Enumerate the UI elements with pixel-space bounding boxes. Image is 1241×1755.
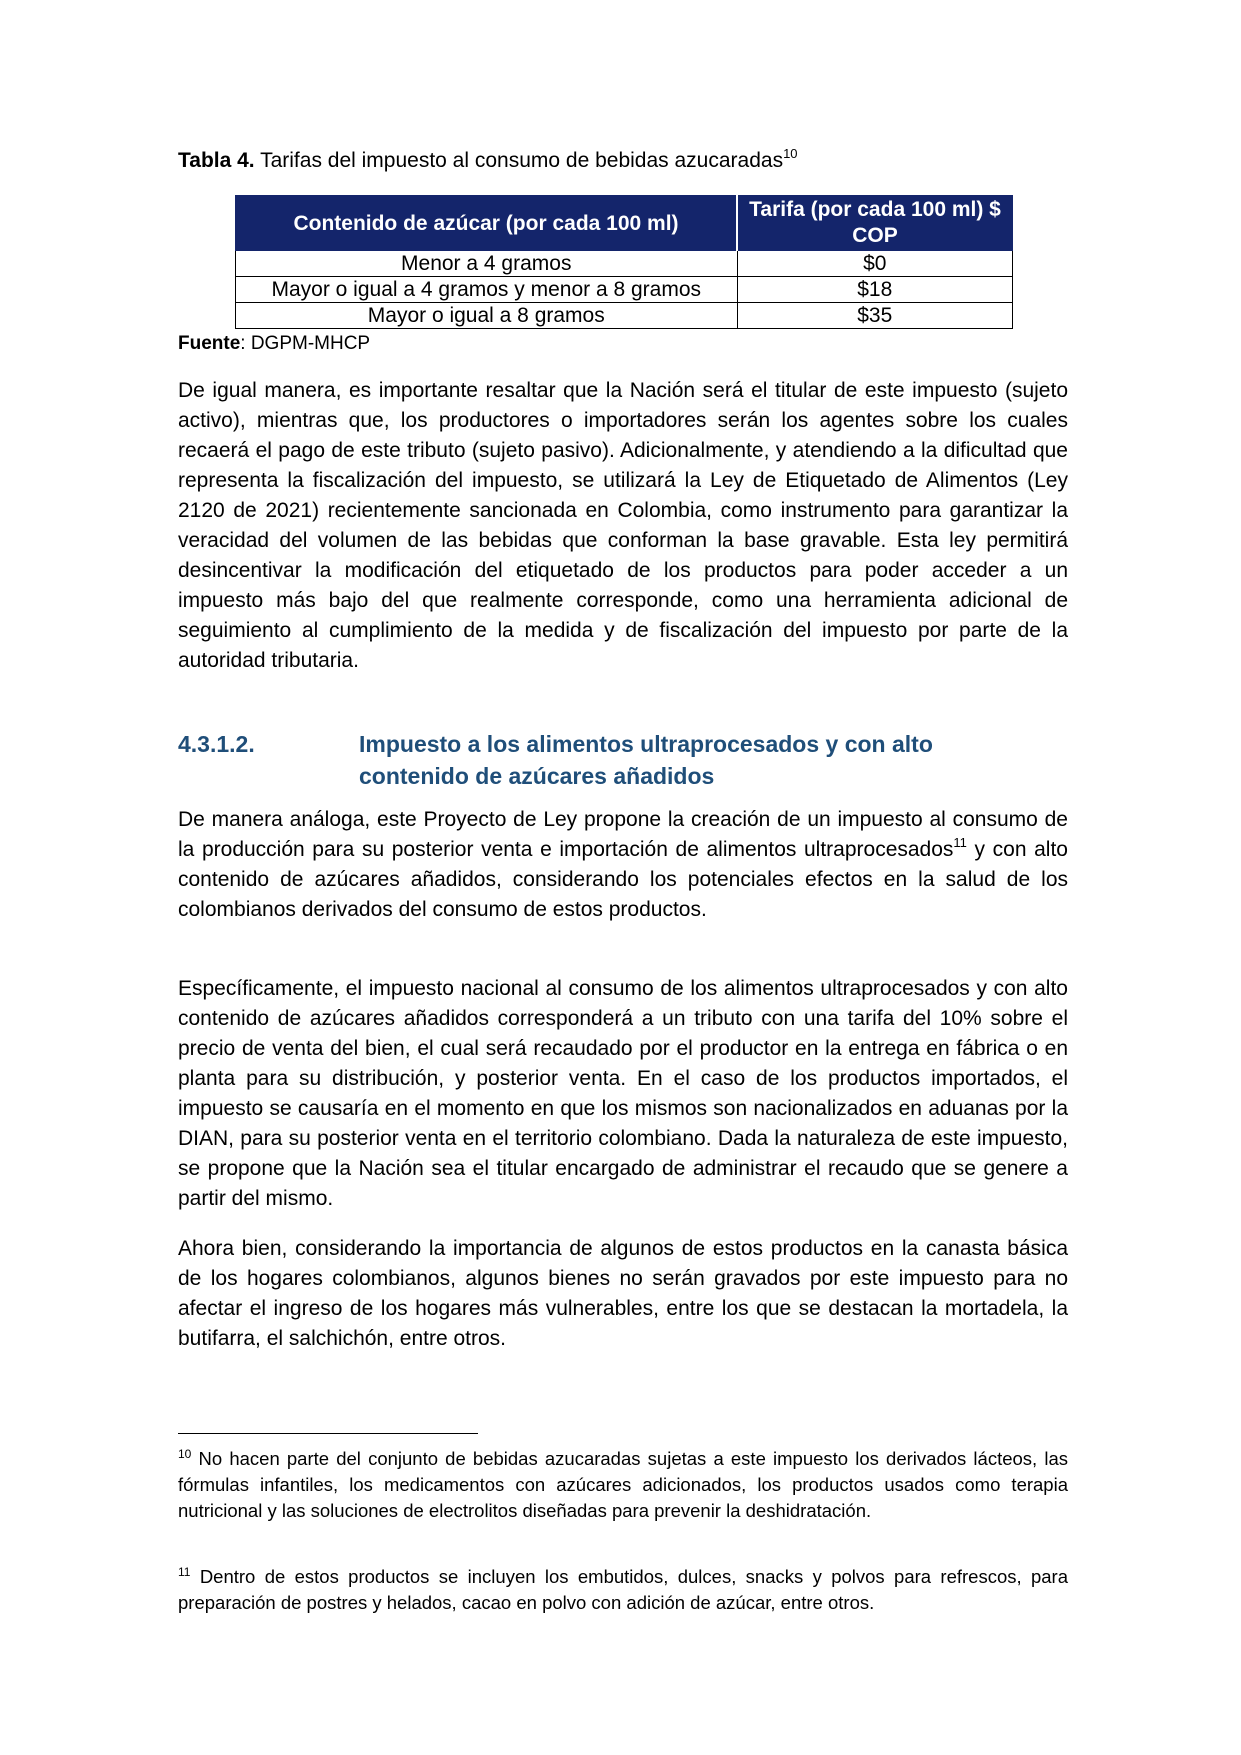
footnote-text: No hacen parte del conjunto de bebidas azucaradas sujetas a este impuesto los derivados lácteos, las fórmulas infantiles, los medicamentos con azúcares adicionados, los productos usados como terapia nutricional y las soluciones de electrolitos diseñadas para prevenir la deshidratación. [178, 1448, 1068, 1521]
table-header-row [236, 196, 1013, 251]
table-caption-text: Tarifas del impuesto al consumo de bebidas azucaradas [254, 149, 784, 172]
table-cell-tariff: $0 [737, 251, 1013, 277]
section-number: 4.3.1.2. [178, 731, 255, 757]
table-source [178, 333, 370, 355]
footnote-number: 10 [178, 1447, 192, 1461]
section-title: Impuesto a los alimentos ultraprocesados y con alto contenido de azúcares añadidos [359, 731, 933, 789]
body-paragraph-3: Específicamente, el impuesto nacional al consumo de los alimentos ultraprocesados y con alto contenido de azúcares añadidos corresponderá a un tributo con una tarifa del 10% sobre el precio de venta del bien, el cual será recaudado por el productor en la entrega en fábrica o en planta para su distribución, y posterior venta. En el caso de los productos importados, el impuesto se causaría en el momento en que los mismos son nacionalizados en aduanas por la DIAN, para su posterior venta en el territorio colombiano. Dada la naturaleza de este impuesto, se propone que la Nación sea el titular encargado de administrar el recaudo que se genere a partir del mismo. [178, 977, 1068, 1210]
footnote-number: 11 [178, 1565, 191, 1579]
table-row [236, 251, 1013, 277]
table-caption [178, 148, 1078, 174]
header-sugar-content: Contenido de azúcar (por cada 100 ml) [236, 196, 738, 251]
table-caption-label: Tabla 4. [178, 149, 255, 172]
footnote-separator [178, 1433, 478, 1434]
table-cell-tariff: $35 [737, 303, 1013, 329]
source-text: : DGPM-MHCP [240, 333, 371, 354]
table-cell-tariff: $18 [737, 277, 1013, 303]
table-row [236, 277, 1013, 303]
body-paragraph-1: De igual manera, es importante resaltar que la Nación será el titular de este impuesto (sujeto activo), mientras que, los productores o importadores serán los agentes sobre los cuales recaerá el pago de este tributo (sujeto pasivo). Adicionalmente, y atendiendo a la dificultad que representa la fiscalización del impuesto, se utilizará la Ley de Etiquetado de Alimentos (Ley 2120 de 2021) recientemente sancionada en Colombia, como instrumento para garantizar la veracidad del volumen de las bebidas que conforman la base gravable. Esta ley permitirá desincentivar la modificación del etiquetado de los productos para poder acceder a un impuesto más bajo del que realmente corresponde, como una herramienta adicional de seguimiento al cumplimiento de la medida y de fiscalización del impuesto por parte de la autoridad tributaria. [178, 379, 1068, 672]
table-row [236, 303, 1013, 329]
footnote-ref-10: 10 [783, 146, 798, 161]
source-label: Fuente [178, 333, 241, 354]
footnote-11 [178, 1564, 1068, 1616]
tariff-table [235, 195, 1013, 329]
body-paragraph-2 [178, 805, 1068, 925]
table-cell-content: Mayor o igual a 4 gramos y menor a 8 gramos [236, 277, 738, 303]
paragraph-2-after: y con alto contenido de azúcares añadidos, considerando los potenciales efectos en la salud de los colombianos derivados del consumo de estos productos. [178, 838, 1068, 921]
footnote-text: Dentro de estos productos se incluyen los embutidos, dulces, snacks y polvos para refrescos, para preparación de postres y helados, cacao en polvo con adición de azúcar, entre otros. [178, 1566, 1068, 1613]
body-paragraph-4: Ahora bien, considerando la importancia de algunos de estos productos en la canasta básica de los hogares colombianos, algunos bienes no serán gravados por este impuesto para no afectar el ingreso de los hogares más vulnerables, entre los que se destacan la mortadela, la butifarra, el salchichón, entre otros. [178, 1237, 1068, 1350]
header-tariff: Tarifa (por cada 100 ml) $ COP [737, 196, 1013, 251]
table-cell-content: Menor a 4 gramos [236, 251, 738, 277]
paragraph-2-before: De manera análoga, este Proyecto de Ley propone la creación de un impuesto al consumo de la producción para su posterior venta e importación de alimentos ultraprocesados [178, 808, 1068, 861]
footnote-10 [178, 1446, 1068, 1524]
footnote-ref-11: 11 [953, 835, 967, 850]
table-cell-content: Mayor o igual a 8 gramos [236, 303, 738, 329]
